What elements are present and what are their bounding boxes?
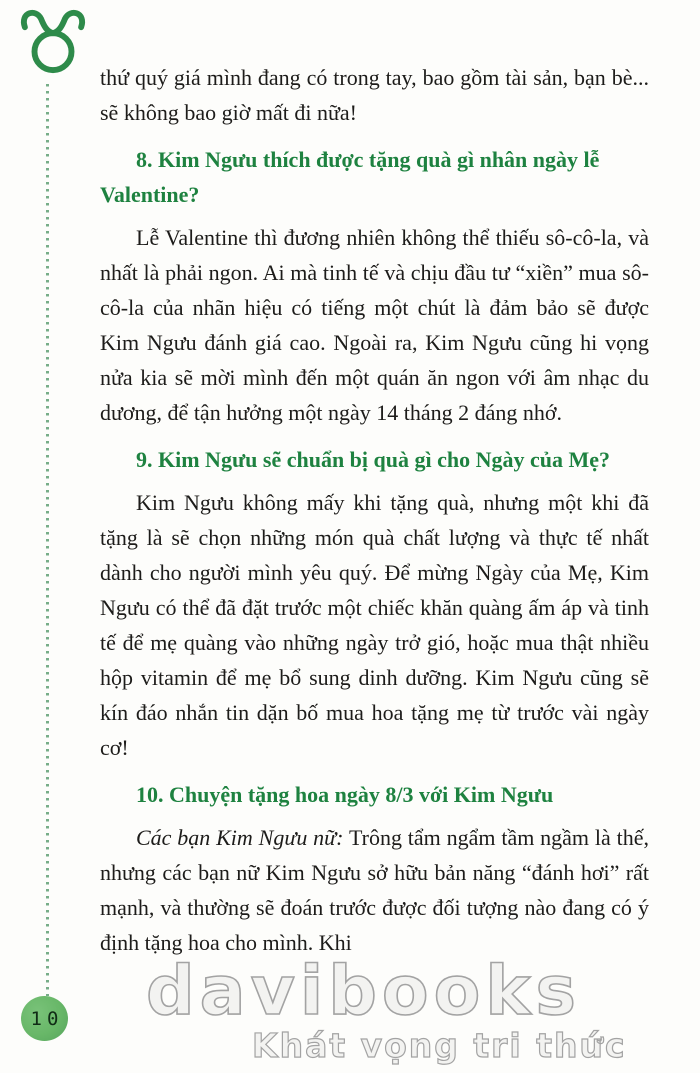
body-paragraph	[100, 820, 649, 960]
section-heading-8: 8. Kim Ngưu thích được tặng quà gì nhân ngày lễ Valentine?	[100, 147, 600, 207]
taurus-icon	[16, 6, 90, 78]
body-paragraph: Lễ Valentine thì đương nhiên không thể thiếu sô-cô-la, và nhất là phải ngon. Ai mà tinh tế và chịu đầu tư “xiền” mua sô-cô-la của nhãn hiệu có tiếng một chút là đảm bảo sẽ được Kim Ngưu đánh giá cao. Ngoài ra, Kim Ngưu cũng hi vọng nửa kia sẽ mời mình đến một quán ăn ngon với âm nhạc du dương, để tận hưởng một ngày 14 tháng 2 đáng nhớ.	[100, 225, 649, 425]
paragraph-lead-italic: Các bạn Kim Ngưu nữ:	[136, 825, 344, 850]
paragraph-rest: Trông tẩm ngẩm tầm ngầm là thế, nhưng các bạn nữ Kim Ngưu sở hữu bản năng “đánh hơi” rất mạnh, và thường sẽ đoán trước được đối tượng nào đang có ý định tặng hoa cho mình. Khi	[100, 825, 649, 955]
watermark-tagline: Khát vọng tri thức	[252, 1026, 627, 1065]
dotted-divider-line	[46, 84, 49, 996]
section-heading-9: 9. Kim Ngưu sẽ chuẩn bị quà gì cho Ngày của Mẹ?	[136, 447, 611, 472]
page-number-badge	[21, 996, 68, 1041]
section-heading-10: 10. Chuyện tặng hoa ngày 8/3 với Kim Ngưu	[136, 782, 554, 807]
body-paragraph: Kim Ngưu không mấy khi tặng quà, nhưng một khi đã tặng là sẽ chọn những món quà chất lượng và thực tế nhất dành cho người mình yêu quý. Để mừng Ngày của Mẹ, Kim Ngưu có thể đã đặt trước một chiếc khăn quàng ấm áp và tinh tế để mẹ quàng vào những ngày trở gió, hoặc mua thật nhiều hộp vitamin để mẹ bổ sung dinh dưỡng. Kim Ngưu cũng sẽ kín đáo nhắn tin dặn bố mua hoa tặng mẹ từ trước vài ngày cơ!	[100, 490, 649, 760]
body-paragraph: thứ quý giá mình đang có trong tay, bao gồm tài sản, bạn bè... sẽ không bao giờ mất đi nữa!	[100, 65, 649, 125]
page-number: 10	[30, 1007, 64, 1030]
page-text-column	[100, 60, 649, 960]
watermark-brand: davibooks	[146, 952, 582, 1031]
